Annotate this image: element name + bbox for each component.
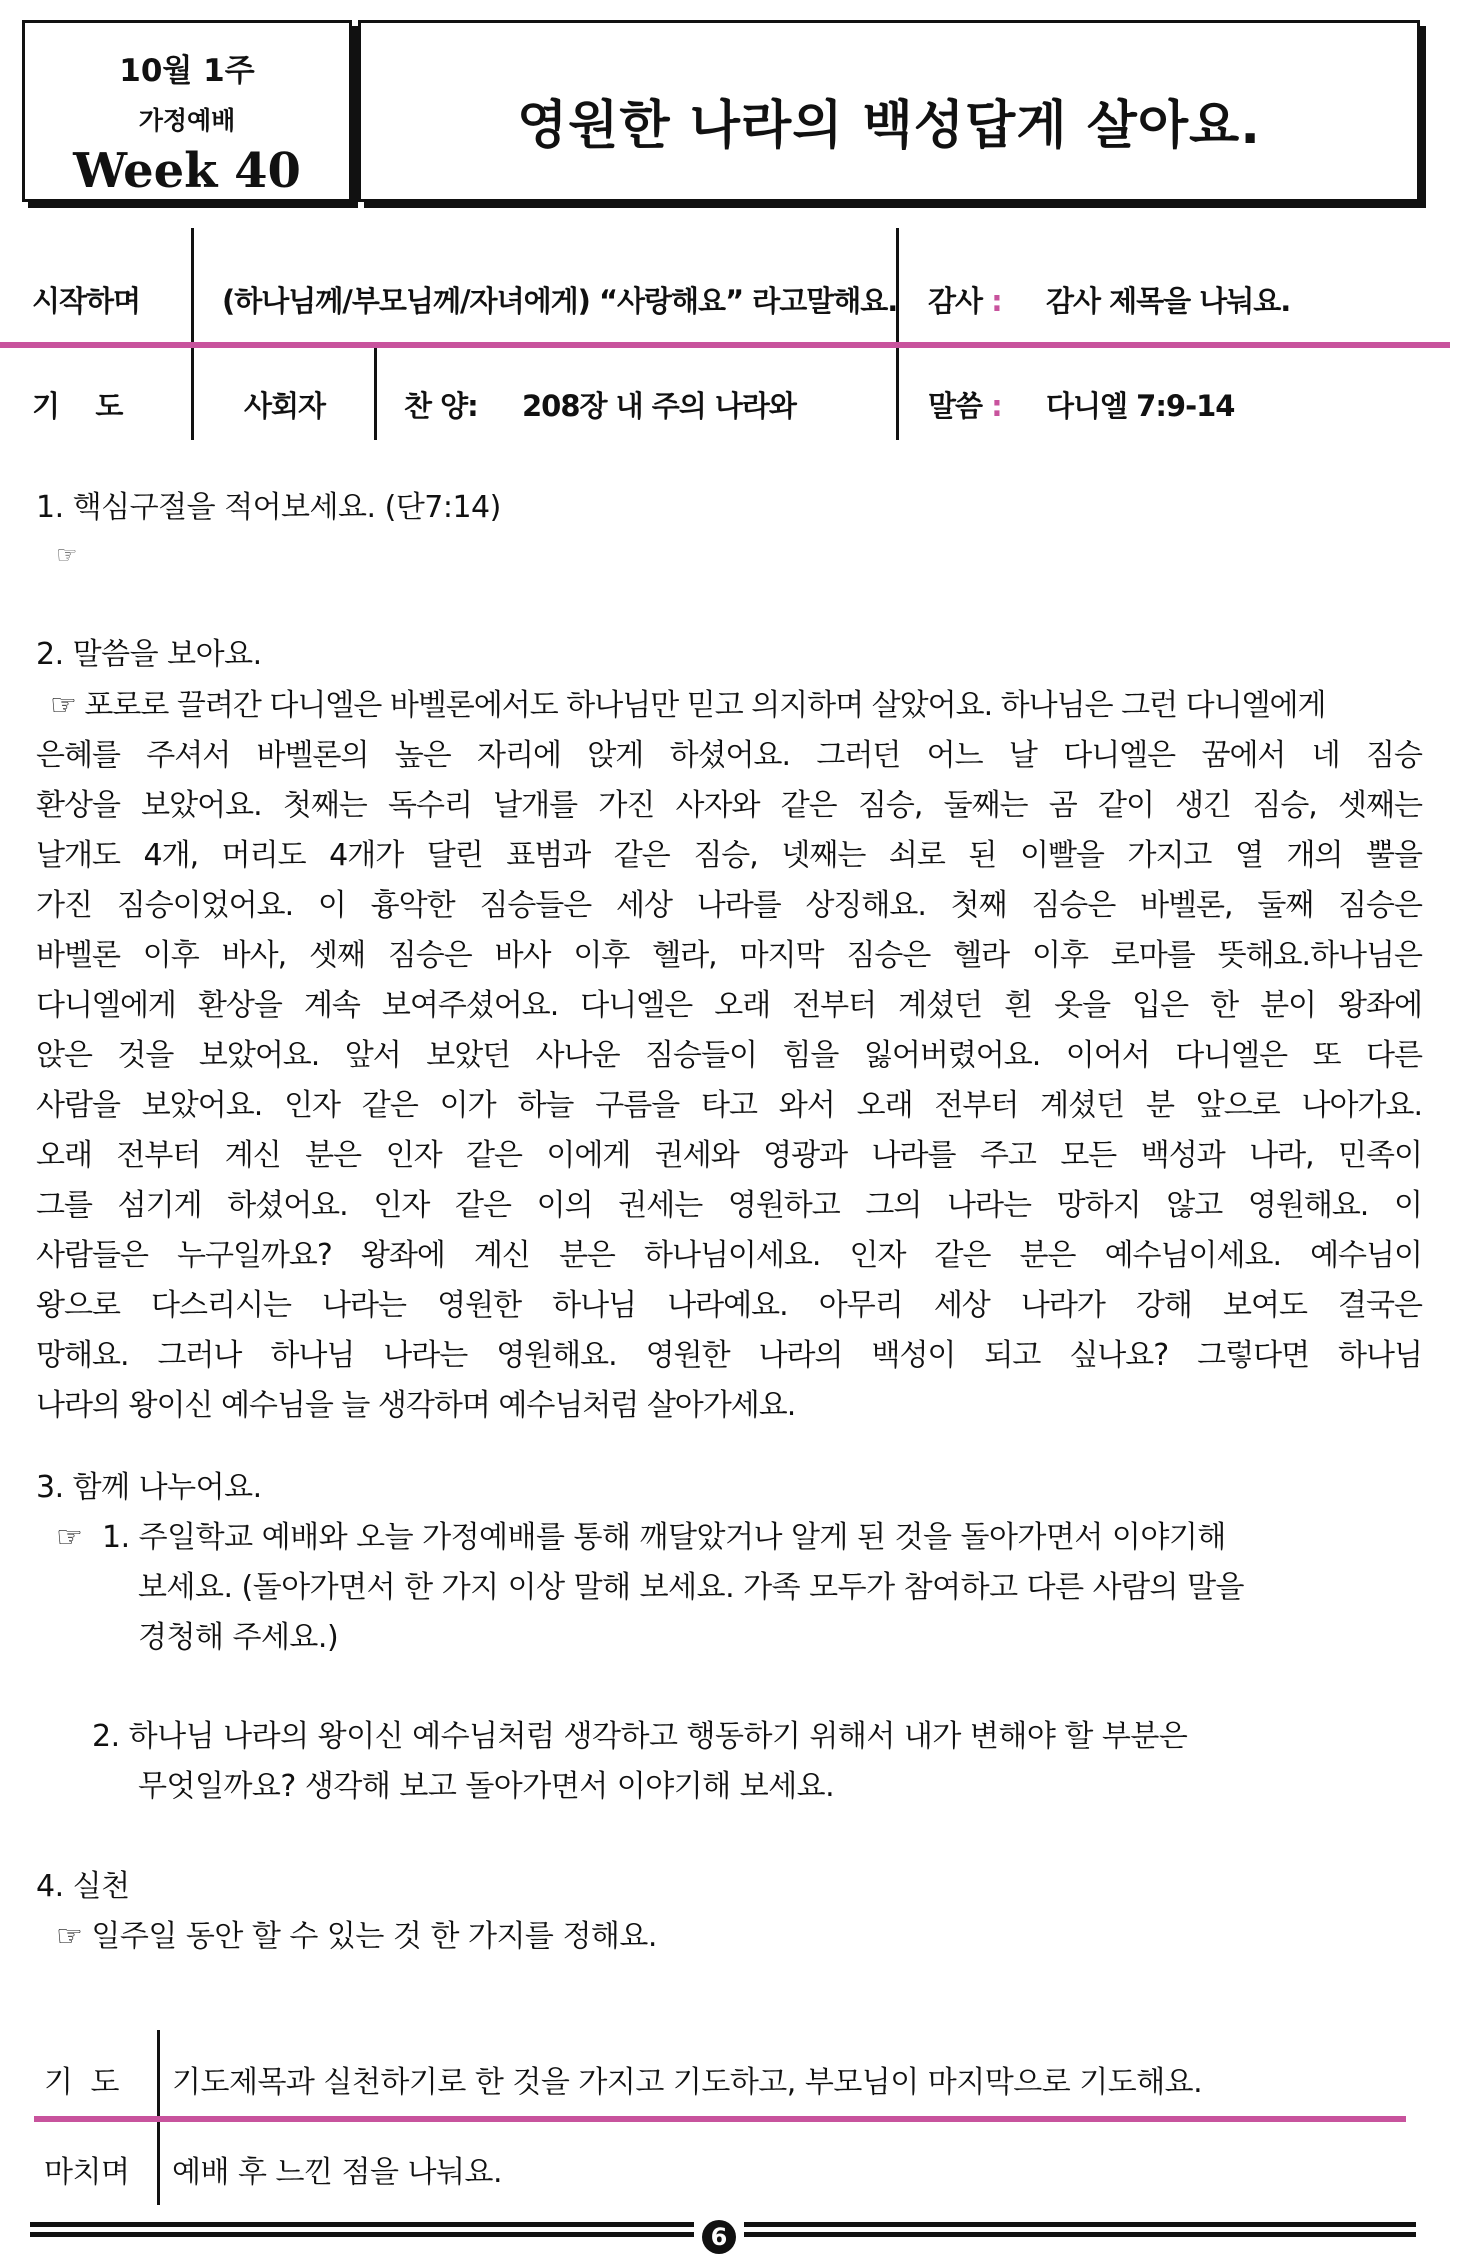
leader-label: 사회자: [244, 389, 326, 423]
table-divider: [374, 344, 377, 440]
footer-rule: [744, 2232, 1416, 2237]
table-divider: [896, 228, 899, 440]
closing-end-label: 마치며: [44, 2155, 130, 2190]
page-number: 6: [702, 2220, 736, 2254]
footer-rule: [744, 2222, 1416, 2227]
scripture-reference: 다니엘 7:9-14: [1046, 389, 1235, 423]
sermon-line: 왕으로 다스리시는 나라는 영원한 하나님 나라예요. 아무리 세상 나라가 강해 보여도 결국은: [36, 1288, 1422, 1323]
footer-rule: [30, 2232, 694, 2237]
sermon-line: 은혜를 주셔서 바벨론의 높은 자리에 앉게 하셨어요. 그러던 어느 날 다니엘은 꿈에서 네 짐승: [36, 738, 1422, 773]
question-1-line: 1. 주일학교 예배와 오늘 가정예배를 통해 깨달았거나 알게 된 것을 돌아가면서 이야기해: [102, 1520, 1226, 1555]
pink-rule: [0, 342, 1450, 348]
sermon-line: 사람들은 누구일까요? 왕좌에 계신 분은 하나님이세요. 인자 같은 분은 예수님이세요. 예수님이: [36, 1238, 1422, 1273]
closing-prayer-label: 기 도: [44, 2065, 120, 2100]
table-divider: [191, 228, 194, 440]
question-2-line: 2. 하나님 나라의 왕이신 예수님처럼 생각하고 행동하기 위해서 내가 변해야 할 부분은: [92, 1719, 1188, 1754]
sermon-line: 사람을 보았어요. 인자 같은 이가 하늘 구름을 타고 와서 오래 전부터 계셨던 분 앞으로 나아가요.: [36, 1088, 1422, 1123]
sermon-line: 오래 전부터 계신 분은 인자 같은 이에게 권세와 영광과 나라를 주고 모든 백성과 나라, 민족이: [36, 1138, 1422, 1173]
prayer-label: 기 도: [32, 389, 123, 423]
thanks-label: 감사 :: [928, 284, 1002, 318]
sermon-line: 망해요. 그러나 하나님 나라는 영원해요. 영원한 나라의 백성이 되고 싶나요? 그렇다면 하나님: [36, 1338, 1422, 1373]
word-label: 말씀 :: [928, 389, 1002, 423]
closing-prayer-text: 기도제목과 실천하기로 한 것을 가지고 기도하고, 부모님이 마지막으로 기도해요.: [172, 2065, 1203, 2100]
practice-line: ☞ 일주일 동안 할 수 있는 것 한 가지를 정해요.: [56, 1919, 657, 1954]
week-date: 10월 1주: [119, 53, 255, 89]
service-type: 가정예배: [138, 106, 236, 135]
sermon-line: 환상을 보았어요. 첫째는 독수리 날개를 가진 사자와 같은 짐승, 둘째는 곰 같이 생긴 짐승, 셋째는: [36, 788, 1422, 823]
page-title: 영원한 나라의 백성답게 살아요.: [516, 96, 1262, 156]
pink-rule: [34, 2116, 1406, 2122]
hymn-title: 208장 내 주의 나라와: [522, 389, 796, 423]
closing-end-text: 예배 후 느낀 점을 나눠요.: [172, 2155, 502, 2190]
thanks-content: 감사 제목을 나눠요.: [1046, 284, 1291, 318]
sermon-line: 날개도 4개, 머리도 4개가 달린 표범과 같은 짐승, 넷째는 쇠로 된 이빨을 가지고 열 개의 뿔을: [36, 838, 1422, 873]
colon-separator: :: [991, 389, 1002, 423]
footer-rule: [30, 2222, 694, 2227]
hymn-label: 찬 양:: [404, 389, 478, 423]
sermon-line: 그를 섬기게 하셨어요. 인자 같은 이의 권세는 영원하고 그의 나라는 망하지 않고 영원해요. 이: [36, 1188, 1422, 1223]
section1-heading: 1. 핵심구절을 적어보세요. (단7:14): [36, 490, 501, 525]
sermon-line: 다니엘에게 환상을 계속 보여주셨어요. 다니엘은 오래 전부터 계셨던 흰 옷을 입은 한 분이 왕좌에: [36, 988, 1422, 1023]
colon-separator: :: [991, 284, 1002, 318]
start-label: 시작하며: [32, 284, 141, 318]
question-1-line: 경청해 주세요.): [138, 1620, 339, 1655]
start-content: (하나님께/부모님께/자녀에게) “사랑해요” 라고말해요.: [222, 284, 898, 318]
question-2-line: 무엇일까요? 생각해 보고 돌아가면서 이야기해 보세요.: [138, 1769, 835, 1804]
title-box: [358, 20, 1420, 202]
sermon-line: ☞ 포로로 끌려간 다니엘은 바벨론에서도 하나님만 믿고 의지하며 살았어요. 하나님은 그런 다니엘에게: [50, 688, 1326, 723]
week-badge: [22, 20, 352, 202]
sermon-line: 앉은 것을 보았어요. 앞서 보았던 사나운 짐승들이 힘을 잃어버렸어요. 이어서 다니엘은 또 다른: [36, 1038, 1422, 1073]
section3-heading: 3. 함께 나누어요.: [36, 1470, 262, 1505]
week-number: Week 40: [73, 143, 301, 199]
sermon-line: 가진 짐승이었어요. 이 흉악한 짐승들은 세상 나라를 상징해요. 첫째 짐승은 바벨론, 둘째 짐승은: [36, 888, 1422, 923]
question-1-line: 보세요. (돌아가면서 한 가지 이상 말해 보세요. 가족 모두가 참여하고 다른 사람의 말을: [138, 1570, 1245, 1605]
pointer-icon: ☞: [56, 1520, 83, 1555]
pointer-icon: ☞: [56, 541, 78, 569]
section2-heading: 2. 말씀을 보아요.: [36, 637, 262, 672]
sermon-line: 나라의 왕이신 예수님을 늘 생각하며 예수님처럼 살아가세요.: [36, 1388, 796, 1423]
sermon-line: 바벨론 이후 바사, 셋째 짐승은 바사 이후 헬라, 마지막 짐승은 헬라 이후 로마를 뜻해요.하나님은: [36, 938, 1422, 973]
section4-heading: 4. 실천: [36, 1869, 130, 1904]
